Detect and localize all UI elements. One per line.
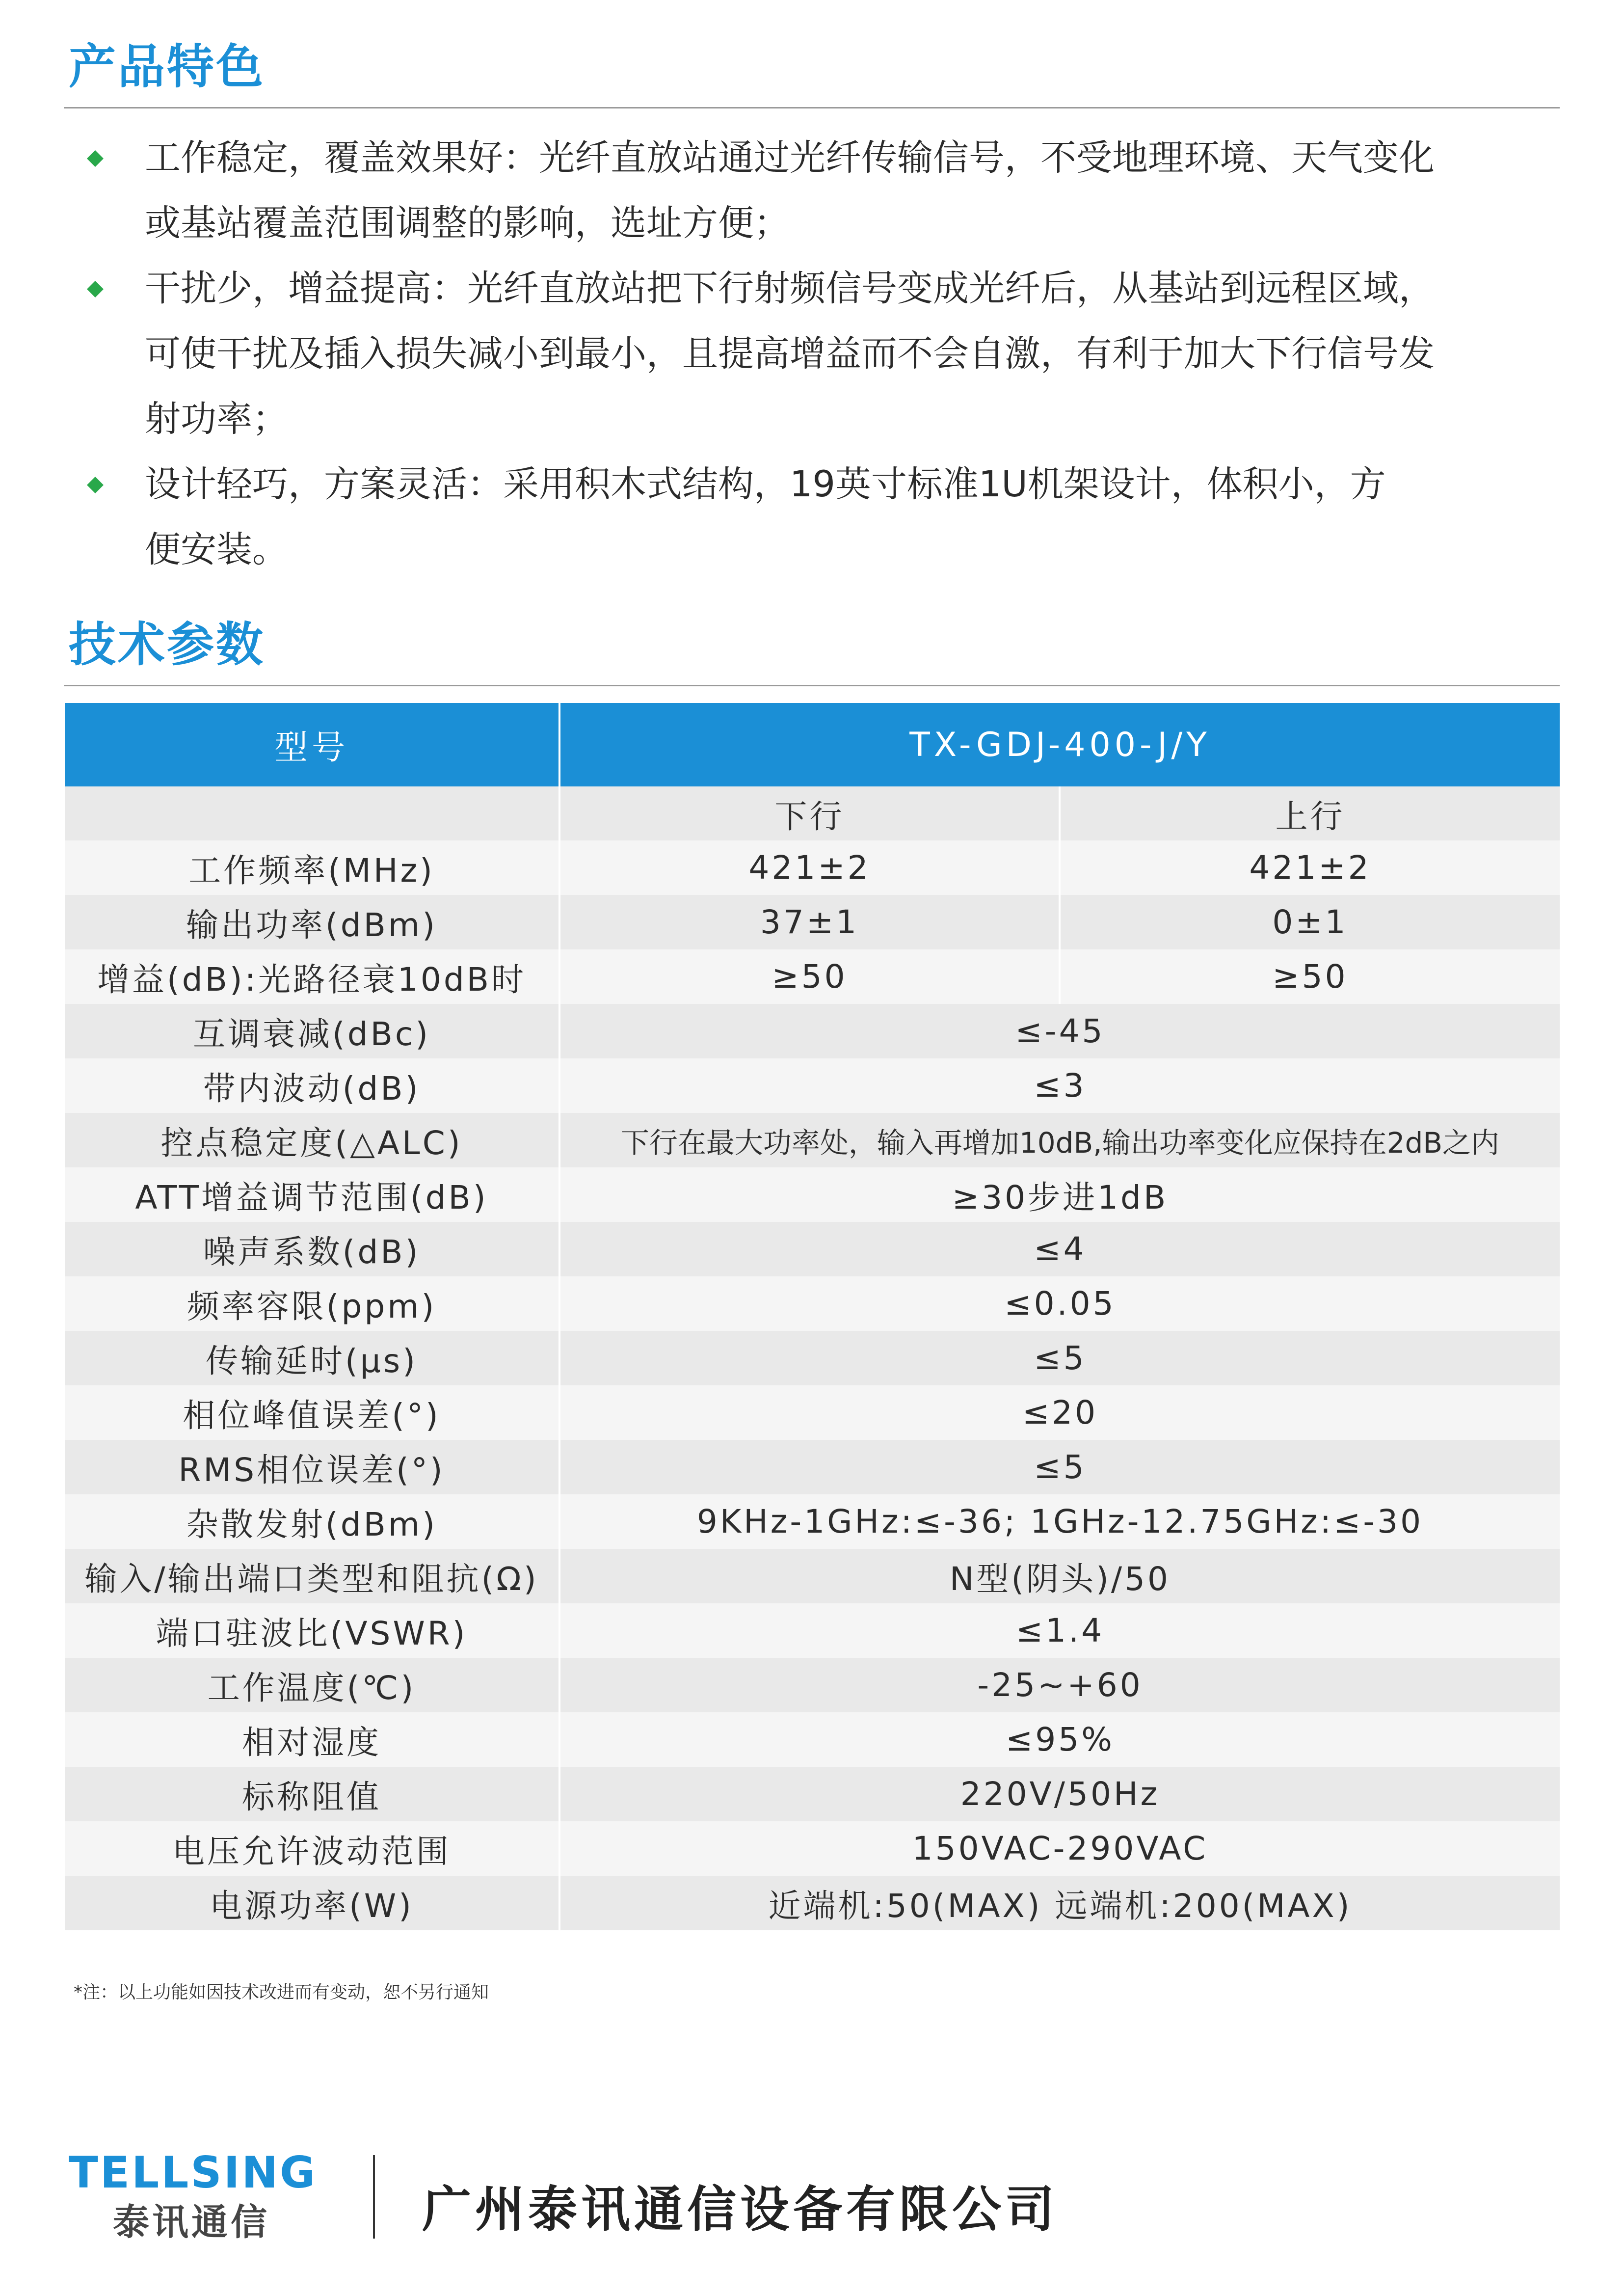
spec-row [65,1658,1560,1712]
spec-value: ≤20 [559,1385,1560,1440]
spec-param: 互调衰减(dBc) [65,1004,559,1058]
specs-title: 技术参数 [69,617,265,672]
spec-value: -25~+60 [559,1658,1560,1712]
spec-param: 增益(dB):光路径衰10dB时 [65,949,559,1004]
spec-row [65,1276,1560,1331]
spec-param: 输入/输出端口类型和阻抗(Ω) [65,1549,559,1603]
spec-row [65,949,1560,1004]
spec-param: 工作温度(℃) [65,1658,559,1712]
model-value: TX-GDJ-400-J/Y [559,703,1560,786]
spec-value: 近端机:50(MAX) 远端机:200(MAX) [559,1876,1560,1930]
spec-value: ≤95% [559,1712,1560,1767]
spec-param: 带内波动(dB) [65,1058,559,1113]
spec-value: ≤5 [559,1440,1560,1494]
spec-row [65,895,1560,949]
footer-separator [373,2155,375,2239]
uplink-header: 上行 [1060,786,1560,840]
spec-downlink-value: 37±1 [559,895,1060,949]
spec-row [65,1821,1560,1876]
company-name: 广州泰讯通信设备有限公司 [422,2181,1058,2238]
spec-uplink-value: 0±1 [1060,895,1560,949]
direction-subheader [65,786,1560,840]
spec-row [65,1603,1560,1658]
spec-row [65,1876,1560,1930]
feature-item: 设计轻巧，方案灵活：采用积木式结构，19英寸标准1U机架设计，体积小，方 便安装。 [79,452,1541,582]
spec-param: 噪声系数(dB) [65,1222,559,1276]
spec-value: ≥30步进1dB [559,1167,1560,1222]
spec-param: 传输延时(μs) [65,1331,559,1385]
spec-param: 输出功率(dBm) [65,895,559,949]
spec-param: 电源功率(W) [65,1876,559,1930]
spec-row [65,1440,1560,1494]
logo-english: TELLSING [69,2147,318,2198]
spec-param: 杂散发射(dBm) [65,1494,559,1549]
diamond-bullet-icon [87,281,104,297]
spec-row [65,1331,1560,1385]
spec-row [65,840,1560,895]
spec-value: N型(阴头)/50 [559,1549,1560,1603]
specs-divider [64,685,1560,686]
spec-value: 下行在最大功率处，输入再增加10dB,输出功率变化应保持在2dB之内 [559,1113,1560,1167]
spec-value: 220V/50Hz [559,1767,1560,1821]
spec-row [65,1494,1560,1549]
feature-item: 干扰少，增益提高：光纤直放站把下行射频信号变成光纤后，从基站到远程区域， 可使干扰及插入损失减小到最小，且提高增益而不会自激，有利于加大下行信号发 射功率； [79,256,1541,452]
spec-row [65,1058,1560,1113]
features-divider [64,107,1560,108]
feature-item: 工作稳定，覆盖效果好：光纤直放站通过光纤传输信号，不受地理环境、天气变化 或基站覆盖范围调整的影响，选址方便； [79,125,1541,256]
spec-param: 相位峰值误差(°) [65,1385,559,1440]
spec-row [65,1712,1560,1767]
diamond-bullet-icon [87,477,104,493]
model-label: 型号 [65,703,559,786]
spec-param: 相对湿度 [65,1712,559,1767]
features-list [79,125,1541,582]
spec-table-header [65,703,1560,786]
diamond-bullet-icon [87,150,104,167]
spec-param: 端口驻波比(VSWR) [65,1603,559,1658]
features-title: 产品特色 [69,39,265,94]
spec-value: ≤0.05 [559,1276,1560,1331]
spec-param: 频率容限(ppm) [65,1276,559,1331]
spec-uplink-value: ≥50 [1060,949,1560,1004]
logo-chinese: 泰讯通信 [113,2201,270,2243]
spec-downlink-value: ≥50 [559,949,1060,1004]
spec-table [65,703,1560,1930]
spec-uplink-value: 421±2 [1060,840,1560,895]
spec-value: ≤5 [559,1331,1560,1385]
spec-downlink-value: 421±2 [559,840,1060,895]
spec-value: ≤-45 [559,1004,1560,1058]
spec-param: 电压允许波动范围 [65,1821,559,1876]
spec-param: 工作频率(MHz) [65,840,559,895]
spec-param: RMS相位误差(°) [65,1440,559,1494]
spec-param: ATT增益调节范围(dB) [65,1167,559,1222]
spec-row [65,1385,1560,1440]
company-logo [69,2147,318,2249]
spec-value: ≤1.4 [559,1603,1560,1658]
spec-value: ≤4 [559,1222,1560,1276]
disclaimer-note: *注：以上功能如因技术改进而有变动，恕不另行通知 [74,1982,489,2002]
spec-row [65,1004,1560,1058]
spec-param: 控点稳定度(△ALC) [65,1113,559,1167]
spec-row [65,1222,1560,1276]
spec-row [65,1767,1560,1821]
spec-param: 标称阻值 [65,1767,559,1821]
spec-row [65,1113,1560,1167]
spec-row [65,1549,1560,1603]
downlink-header: 下行 [559,786,1060,840]
spec-value: ≤3 [559,1058,1560,1113]
spec-row [65,1167,1560,1222]
spec-value: 9KHz-1GHz:≤-36; 1GHz-12.75GHz:≤-30 [559,1494,1560,1549]
spec-value: 150VAC-290VAC [559,1821,1560,1876]
